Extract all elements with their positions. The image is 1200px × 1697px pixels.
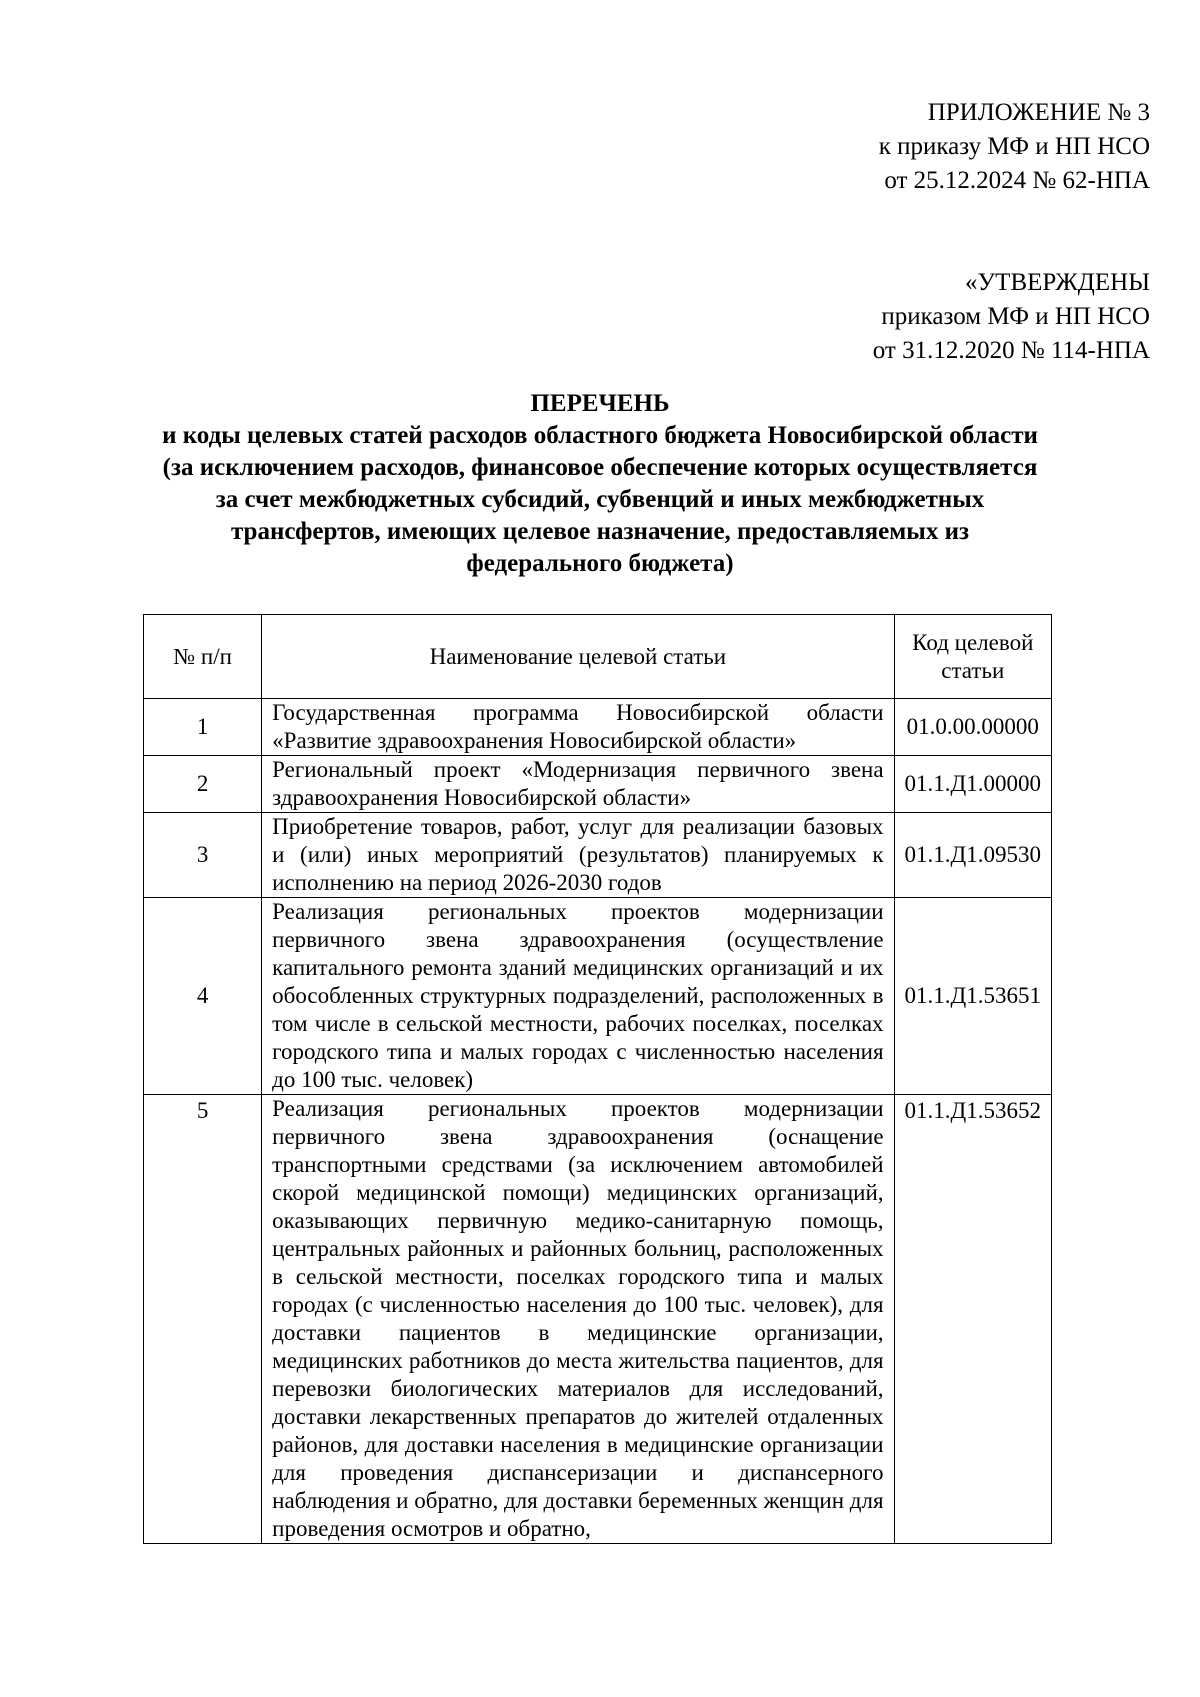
- row-name: Реализация региональных проектов модернизации первичного звена здравоохранения (оснащение транспортными средствами (за исключением автомобилей скорой медицинской помощи) медицинских организаций, оказывающих первичную медико-санитарную помощь, центральных районных и районных больниц, расположенных в сельской местности, поселках городского типа и малых городах (с численностью населения до 100 тыс. человек), для доставки пациентов в медицинские организации, медицинских работников до места жительства пациентов, для перевозки биологических материалов для исследований, доставки лекарственных препаратов до жителей отдаленных районов, для доставки населения в медицинские организации для проведения диспансеризации и диспансерного наблюдения и обратно, для доставки беременных женщин для проведения осмотров и обратно,: [262, 1095, 894, 1544]
- row-num: 5: [144, 1095, 262, 1544]
- table-row: [144, 756, 1052, 813]
- approved-header: [873, 266, 1150, 368]
- row-name: Реализация региональных проектов модернизации первичного звена здравоохранения (осуществление капитального ремонта зданий медицинских организаций и их обособленных структурных подразделений, расположенных в том числе в сельской местности, рабочих поселках, поселках городского типа и малых городах с численностью населения до 100 тыс. человек): [262, 898, 894, 1095]
- appendix-header: [879, 96, 1150, 198]
- target-items-table: [143, 614, 1052, 1544]
- table-row: [144, 1095, 1052, 1544]
- header-num: № п/п: [144, 615, 262, 699]
- title-line-2: (за исключением расходов, финансовое обеспечение которых осуществляется: [162, 454, 1038, 481]
- row-num: 1: [144, 699, 262, 756]
- table-row: [144, 898, 1052, 1095]
- approved-order-date: от 31.12.2020 № 114-НПА: [872, 337, 1150, 364]
- approved-label: «УТВЕРЖДЕНЫ: [964, 269, 1150, 296]
- title-line-4: трансфертов, имеющих целевое назначение, предоставляемых из: [230, 518, 970, 545]
- appendix-number: ПРИЛОЖЕНИЕ № 3: [927, 99, 1150, 126]
- table-row: [144, 699, 1052, 756]
- row-num: 4: [144, 898, 262, 1095]
- row-name: Приобретение товаров, работ, услуг для реализации базовых и (или) иных мероприятий (результатов) планируемых к исполнению на период 2026-2030 годов: [262, 813, 894, 898]
- table-row: [144, 813, 1052, 898]
- title-line-3: за счет межбюджетных субсидий, субвенций и иных межбюджетных: [215, 486, 985, 513]
- title-line-5: федерального бюджета): [466, 550, 734, 577]
- appendix-order-date: от 25.12.2024 № 62-НПА: [884, 167, 1150, 194]
- appendix-order-ref: к приказу МФ и НП НСО: [878, 133, 1150, 160]
- row-code: 01.1.Д1.53652: [894, 1095, 1051, 1544]
- header-name: Наименование целевой статьи: [262, 615, 894, 699]
- row-code: 01.0.00.00000: [894, 699, 1051, 756]
- header-code: Код целевой статьи: [894, 615, 1051, 699]
- document-title: [130, 388, 1070, 580]
- row-num: 2: [144, 756, 262, 813]
- title-heading: ПЕРЕЧЕНЬ: [530, 390, 670, 417]
- row-code: 01.1.Д1.09530: [894, 813, 1051, 898]
- table-header-row: [144, 615, 1052, 699]
- row-num: 3: [144, 813, 262, 898]
- approved-order-ref: приказом МФ и НП НСО: [881, 303, 1150, 330]
- row-name: Региональный проект «Модернизация первичного звена здравоохранения Новосибирской области»: [262, 756, 894, 813]
- row-name: Государственная программа Новосибирской области «Развитие здравоохранения Новосибирской области»: [262, 699, 894, 756]
- row-code: 01.1.Д1.53651: [894, 898, 1051, 1095]
- title-line-1: и коды целевых статей расходов областного бюджета Новосибирской области: [162, 422, 1038, 449]
- row-code: 01.1.Д1.00000: [894, 756, 1051, 813]
